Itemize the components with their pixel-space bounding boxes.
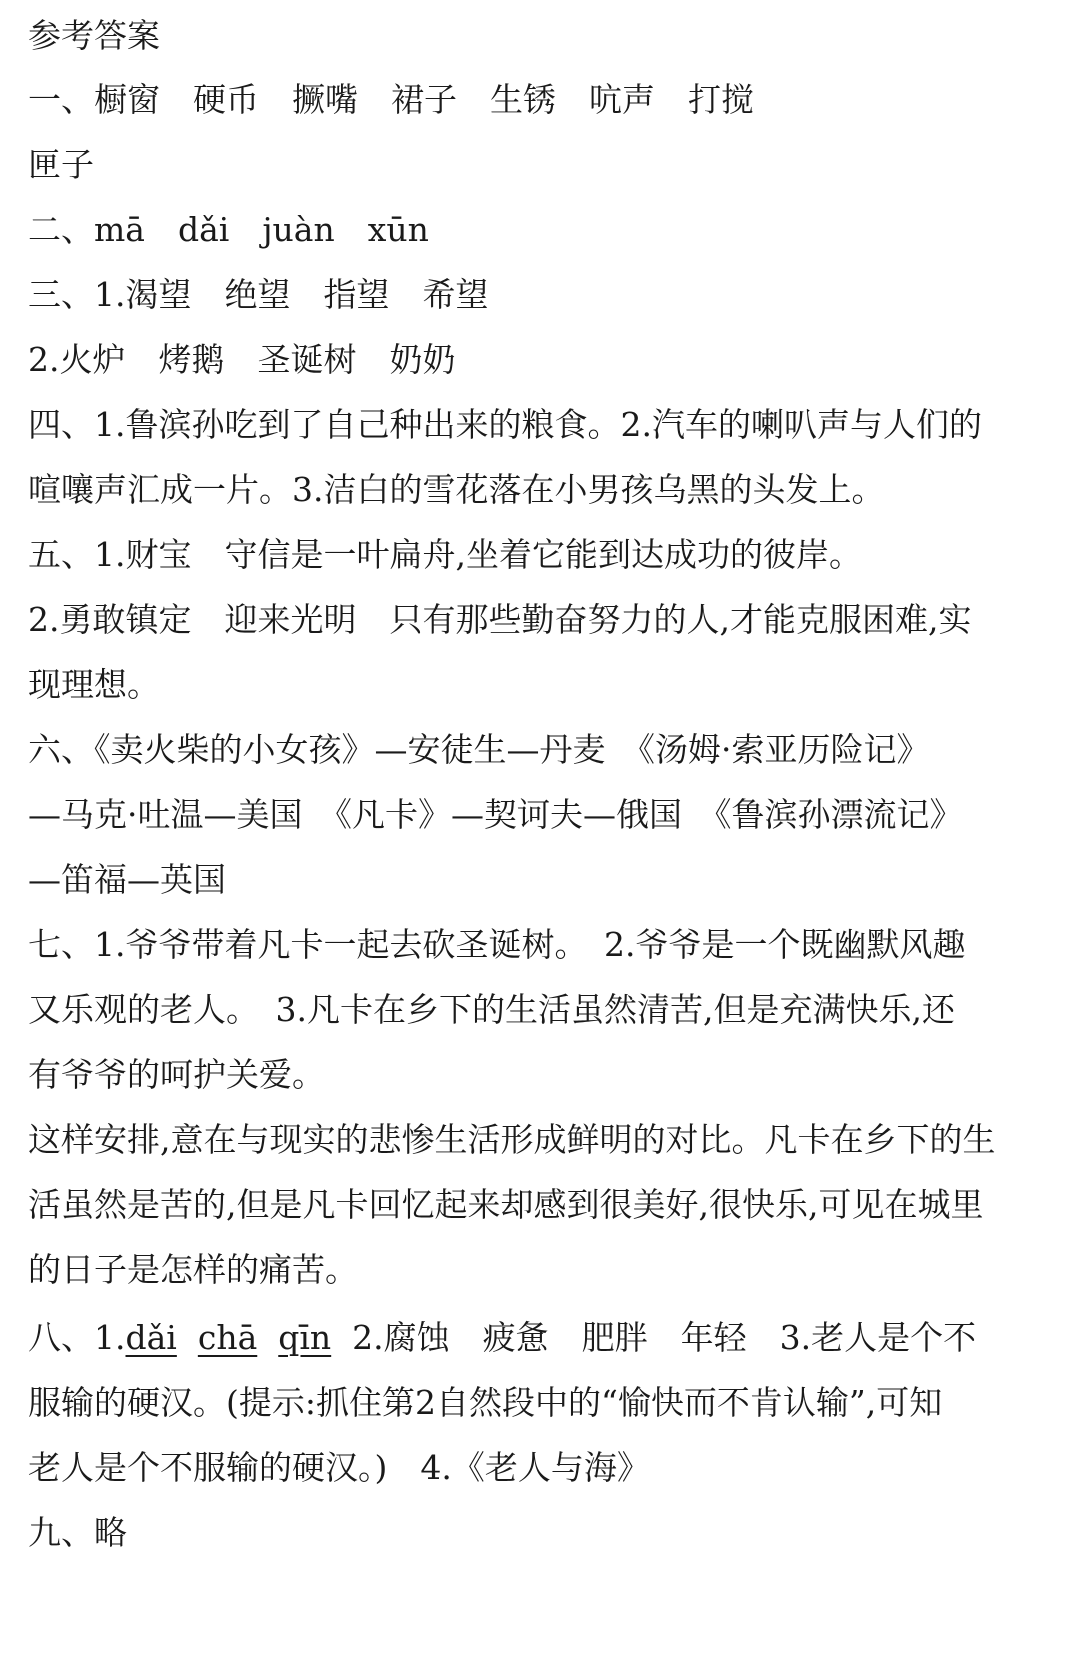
pinyin-answer: dǎi: [125, 1318, 177, 1357]
answer-line: 现理想。: [28, 665, 160, 704]
answer-line: 2.勇敢镇定 迎来光明 只有那些勤奋努力的人,才能克服困难,实: [28, 600, 972, 639]
answer-line: 喧嚷声汇成一片。3.洁白的雪花落在小男孩乌黑的头发上。: [28, 470, 885, 509]
document-title: 参考答案: [28, 16, 160, 55]
answer-line: 九、略: [28, 1513, 127, 1552]
answer-line: 这样安排,意在与现实的悲惨生活形成鲜明的对比。凡卡在乡下的生: [28, 1120, 996, 1159]
answer-line-eight: [28, 1318, 976, 1358]
line-eight-prefix: 八、1.: [28, 1318, 126, 1357]
answer-line: 匣子: [28, 145, 94, 184]
answer-line: 的日子是怎样的痛苦。: [28, 1250, 358, 1289]
answer-line: 二、mā dǎi juàn xūn: [28, 210, 429, 249]
answer-line: 四、1.鲁滨孙吃到了自己种出来的粮食。2.汽车的喇叭声与人们的: [28, 405, 982, 444]
answer-line: 六、《卖火柴的小女孩》—安徒生—丹麦 《汤姆·索亚历险记》: [28, 730, 930, 769]
answer-line: —笛福—英国: [28, 860, 226, 899]
answer-line: 又乐观的老人。 3.凡卡在乡下的生活虽然清苦,但是充满快乐,还: [28, 990, 955, 1029]
answer-line: 有爷爷的呵护关爱。: [28, 1055, 325, 1094]
answer-line: 老人是个不服输的硬汉。) 4.《老人与海》: [28, 1448, 650, 1487]
answer-line: 2.火炉 烤鹅 圣诞树 奶奶: [28, 340, 456, 379]
answer-line: 一、橱窗 硬币 撅嘴 裙子 生锈 吭声 打搅: [28, 80, 754, 119]
answer-line: 服输的硬汉。(提示:抓住第2自然段中的“愉快而不肯认输”,可知: [28, 1383, 943, 1422]
answer-line: —马克·吐温—美国 《凡卡》—契诃夫—俄国 《鲁滨孙漂流记》: [28, 795, 963, 834]
pinyin-answer: chā: [197, 1318, 258, 1357]
line-eight-rest: 2.腐蚀 疲惫 肥胖 年轻 3.老人是个不: [352, 1318, 977, 1357]
answer-line: 五、1.财宝 守信是一叶扁舟,坐着它能到达成功的彼岸。: [28, 535, 862, 574]
pinyin-answer: qīn: [278, 1318, 332, 1357]
answer-line: 活虽然是苦的,但是凡卡回忆起来却感到很美好,很快乐,可见在城里: [28, 1185, 984, 1224]
answer-line: 七、1.爷爷带着凡卡一起去砍圣诞树。 2.爷爷是一个既幽默风趣: [28, 925, 966, 964]
answer-line: 三、1.渴望 绝望 指望 希望: [28, 275, 489, 314]
